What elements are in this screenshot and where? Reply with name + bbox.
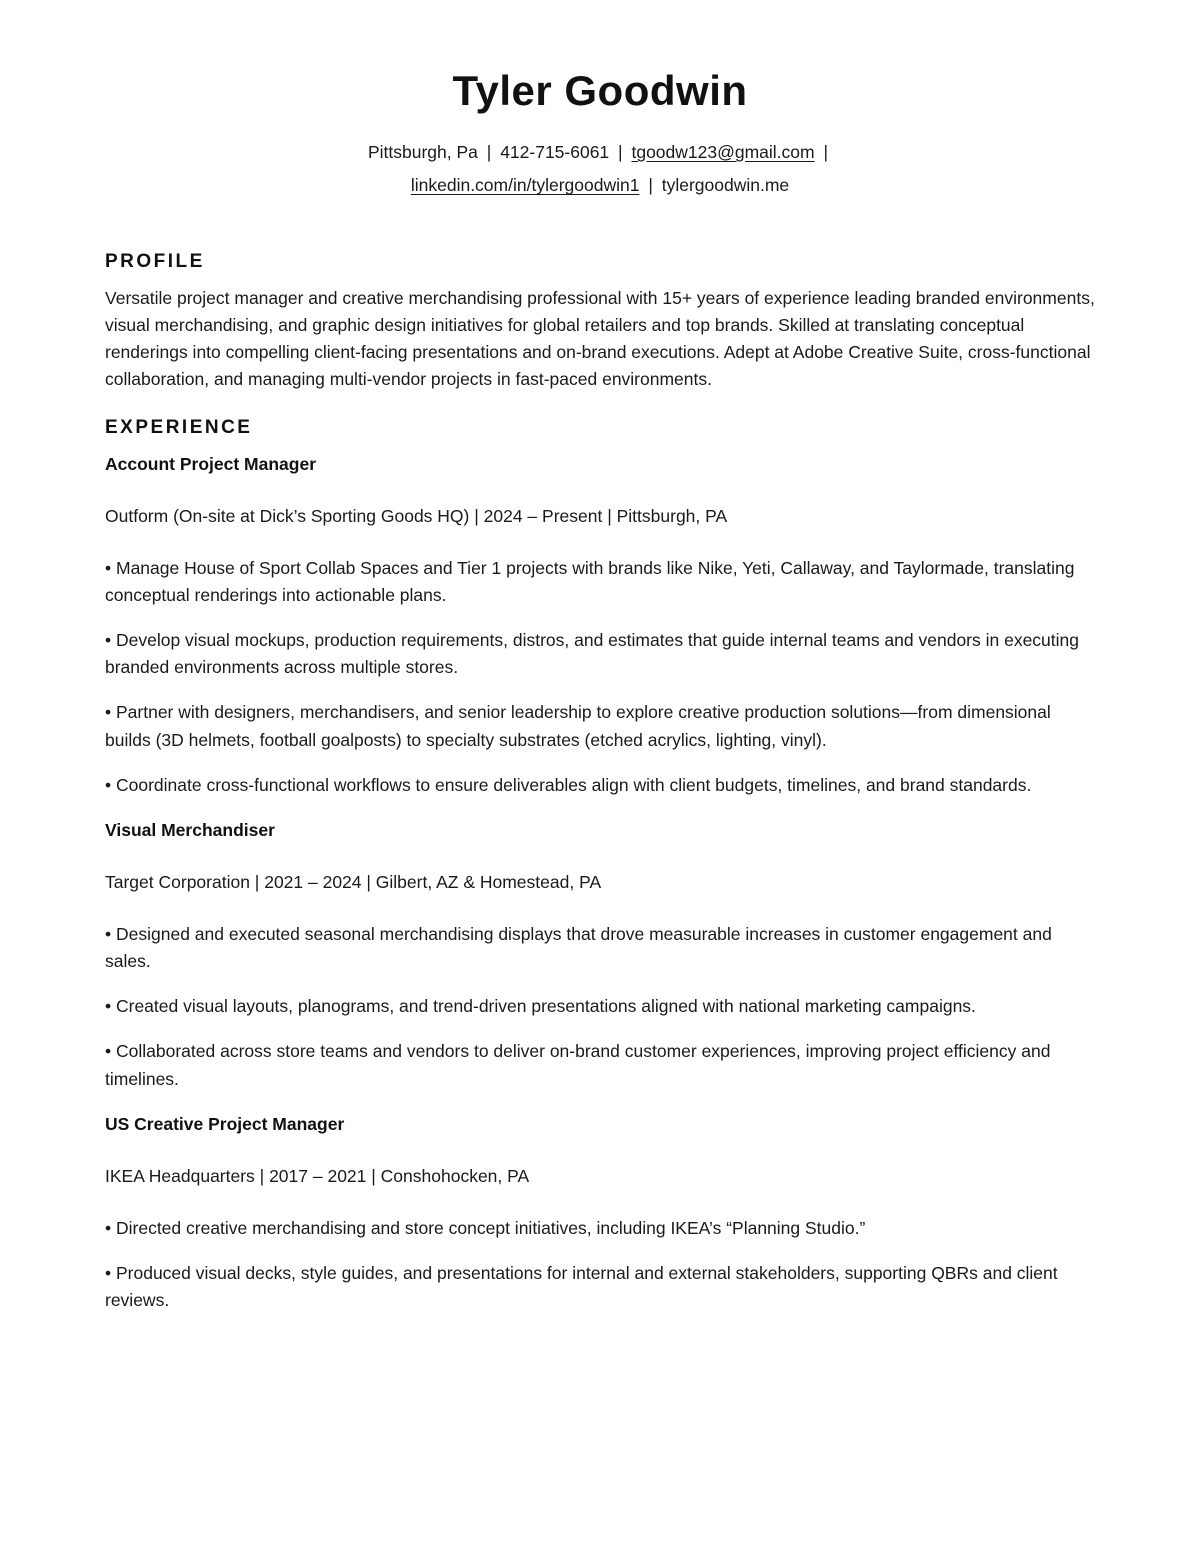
job-meta: IKEA Headquarters | 2017 – 2021 | Conshohocken, PA bbox=[105, 1165, 530, 1186]
job-title: Visual Merchandiser bbox=[105, 819, 275, 840]
job-title: US Creative Project Manager bbox=[105, 1113, 345, 1134]
job-bullet: • Coordinate cross-functional workflows to ensure deliverables align with client budgets, timelines, and brand standards. bbox=[105, 774, 1032, 795]
job-bullet: • Directed creative merchandising and store concept initiatives, including IKEA’s “Planning Studio.” bbox=[105, 1217, 866, 1238]
profile-summary: Versatile project manager and creative merchandising professional with 15+ years of experience leading branded environments, visual merchandising, and graphic design initiatives for global retailers and top brands. Skilled at translating conceptual renderings into compelling client-facing presentations and on-brand executions. Adept at Adobe Creative Suite, cross-functional collaboration, and managing multi-vendor projects in fast-paced environments. bbox=[105, 287, 1095, 390]
job-meta: Target Corporation | 2021 – 2024 | Gilbert, AZ & Homestead, PA bbox=[105, 871, 602, 892]
job-bullet: • Created visual layouts, planograms, and trend-driven presentations aligned with national marketing campaigns. bbox=[105, 996, 976, 1017]
separator: | bbox=[823, 142, 829, 163]
contact-location: Pittsburgh, Pa bbox=[367, 142, 478, 163]
contact-line-1 bbox=[105, 139, 1095, 166]
job-meta: Outform (On-site at Dick’s Sporting Goods HQ) | 2024 – Present | Pittsburgh, PA bbox=[105, 505, 728, 526]
contact-phone: 412-715-6061 bbox=[500, 142, 610, 163]
linkedin-link[interactable]: linkedin.com/in/tylergoodwin1 bbox=[410, 175, 640, 196]
contact-website: tylergoodwin.me bbox=[661, 175, 790, 196]
job-bullet: • Produced visual decks, style guides, and presentations for internal and external stakeholders, supporting QBRs and client reviews. bbox=[105, 1263, 1058, 1311]
contact-line-2 bbox=[105, 172, 1095, 199]
job-bullet: • Collaborated across store teams and vendors to deliver on-brand customer experiences, improving project efficiency and timelines. bbox=[105, 1041, 1051, 1089]
separator: | bbox=[618, 142, 623, 163]
job-bullet: • Manage House of Sport Collab Spaces and Tier 1 projects with brands like Nike, Yeti, Callaway, and Taylormade, translating conceptual renderings into actionable plans. bbox=[105, 557, 1075, 606]
separator: | bbox=[648, 175, 653, 196]
job-entry bbox=[105, 451, 1095, 799]
job-bullet: • Designed and executed seasonal merchandising displays that drove measurable increases in customer engagement and sales. bbox=[105, 924, 1052, 972]
section-heading-profile: PROFILE bbox=[105, 251, 205, 273]
separator: | bbox=[486, 142, 492, 163]
section-heading-experience: EXPERIENCE bbox=[105, 417, 253, 439]
page-title: Tyler Goodwin bbox=[452, 67, 748, 114]
job-entry bbox=[105, 1111, 1095, 1315]
email-link[interactable]: tgoodw123@gmail.com bbox=[631, 142, 815, 163]
job-title: Account Project Manager bbox=[105, 453, 317, 474]
job-entry bbox=[105, 817, 1095, 1093]
job-bullet: • Partner with designers, merchandisers, and senior leadership to explore creative production solutions—from dimensional builds (3D helmets, football goalposts) to specialty substrates (etched acrylics, lighting, vinyl). bbox=[105, 702, 1051, 750]
job-bullet: • Develop visual mockups, production requirements, distros, and estimates that guide internal teams and vendors in executing branded environments across multiple stores. bbox=[105, 630, 1080, 678]
